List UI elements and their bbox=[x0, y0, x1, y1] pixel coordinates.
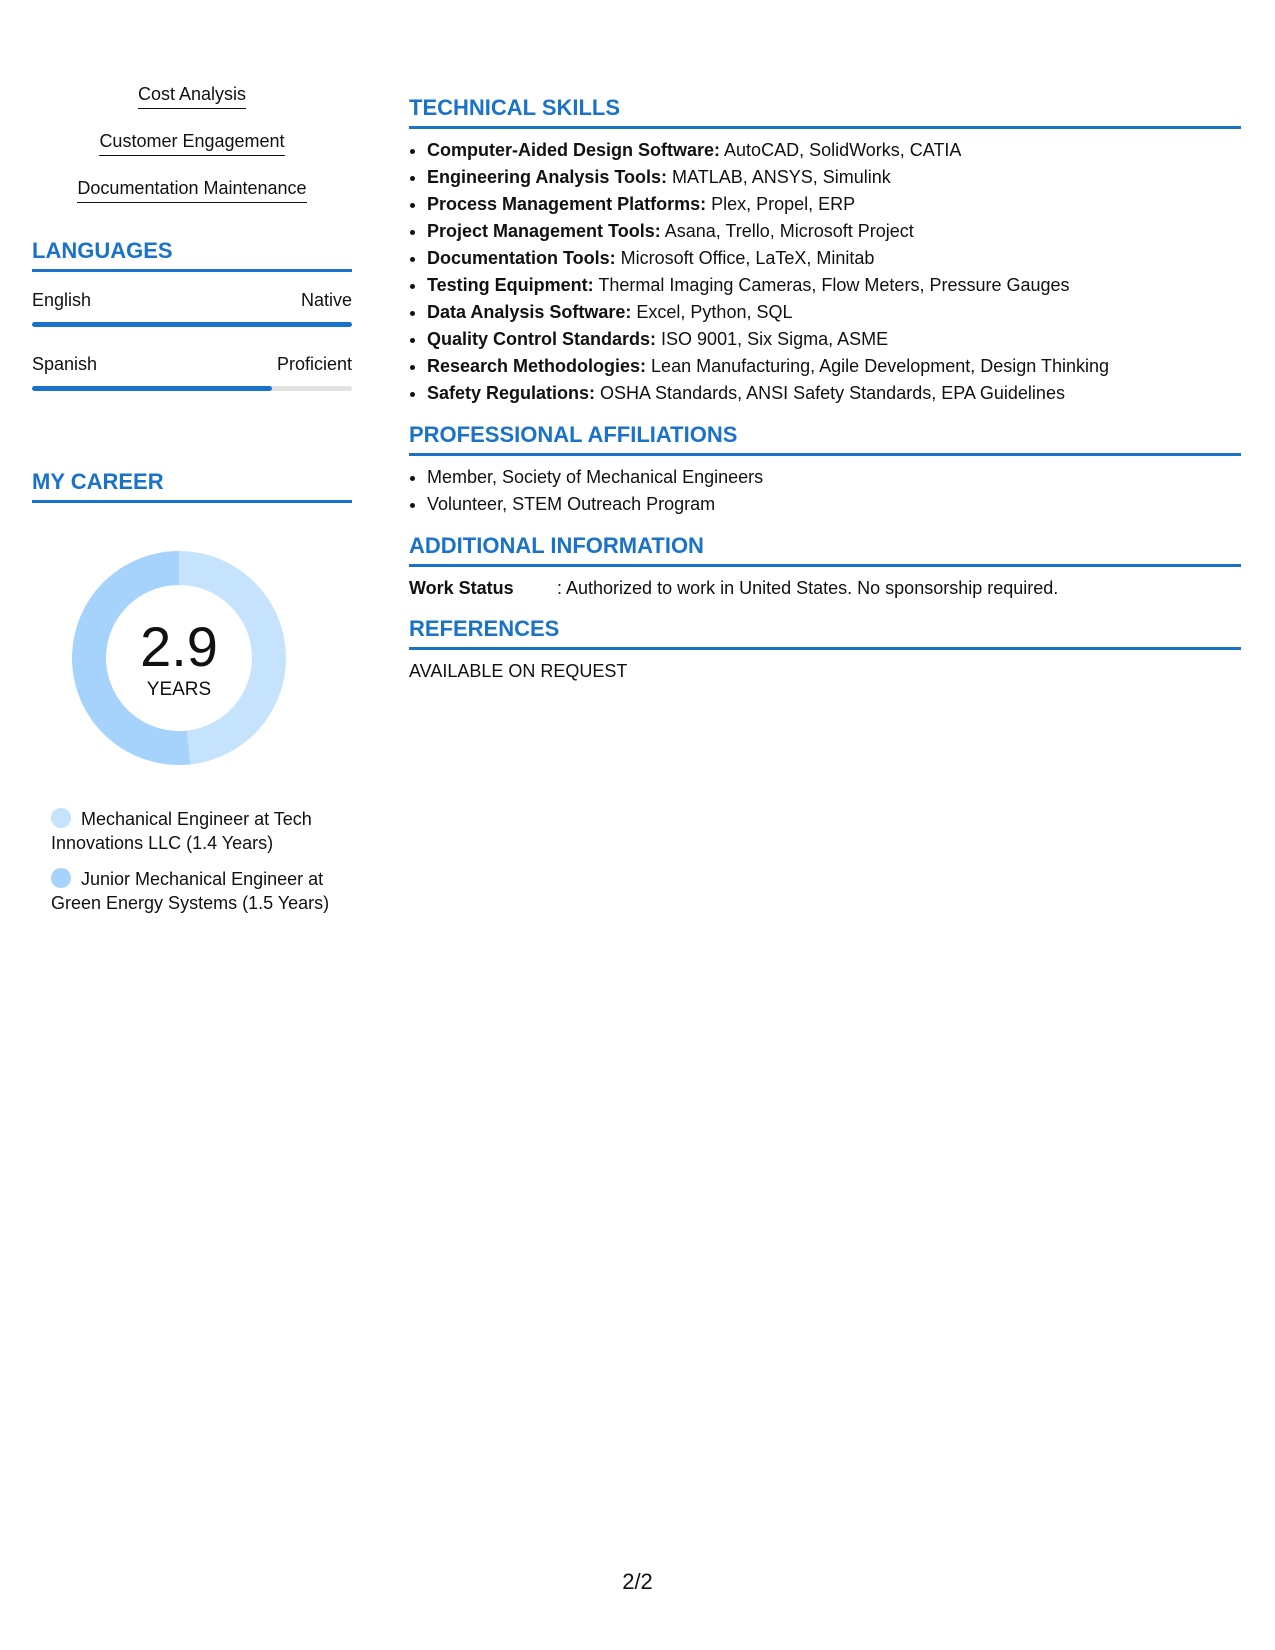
work-status-value: : Authorized to work in United States. No sponsorship required. bbox=[557, 578, 1059, 598]
career-total bbox=[66, 617, 292, 701]
technical-skills-list bbox=[409, 137, 1241, 407]
skill-tag bbox=[32, 176, 352, 203]
list-item: • Volunteer, STEM Outreach Program bbox=[427, 491, 1241, 518]
skill-values: Thermal Imaging Cameras, Flow Meters, Pressure Gauges bbox=[593, 275, 1070, 295]
skill-values: Asana, Trello, Microsoft Project bbox=[660, 221, 914, 241]
right-column bbox=[409, 94, 1241, 698]
career-legend-label: Junior Mechanical Engineer at Green Energy Systems (1.5 Years) bbox=[51, 869, 330, 913]
skill-tag-label: Customer Engagement bbox=[99, 129, 284, 156]
language-row bbox=[32, 352, 352, 400]
skill-category: Data Analysis Software: bbox=[427, 302, 632, 322]
list-item bbox=[427, 299, 1241, 326]
list-item bbox=[427, 380, 1241, 407]
language-name: Spanish bbox=[32, 354, 98, 374]
skill-values: MATLAB, ANSYS, Simulink bbox=[667, 167, 891, 187]
skill-tag-label: Documentation Maintenance bbox=[77, 176, 306, 203]
skill-tag bbox=[32, 82, 352, 109]
language-row bbox=[32, 288, 352, 336]
additional-info-title: ADDITIONAL INFORMATION bbox=[409, 532, 1241, 567]
technical-skills-title: TECHNICAL SKILLS bbox=[409, 94, 1241, 129]
skill-tags bbox=[32, 82, 352, 203]
language-bar-track bbox=[32, 386, 352, 391]
references-text: AVAILABLE ON REQUEST bbox=[409, 661, 628, 681]
skill-values: AutoCAD, SolidWorks, CATIA bbox=[720, 140, 962, 160]
language-bar-fill bbox=[32, 322, 352, 327]
affiliations-list bbox=[409, 464, 1241, 518]
skill-category: Engineering Analysis Tools: bbox=[427, 167, 668, 187]
skill-values: Plex, Propel, ERP bbox=[706, 194, 856, 214]
work-status-row bbox=[409, 575, 1241, 601]
skill-category: Testing Equipment: bbox=[427, 275, 594, 295]
list-item bbox=[427, 353, 1241, 380]
page-number: 2/2 bbox=[622, 1569, 653, 1594]
skill-values: Lean Manufacturing, Agile Development, Design Thinking bbox=[646, 356, 1109, 376]
language-level: Native bbox=[300, 290, 352, 310]
career-legend-item bbox=[51, 867, 331, 915]
affiliations-title: PROFESSIONAL AFFILIATIONS bbox=[409, 421, 1241, 456]
list-item bbox=[427, 326, 1241, 353]
career-total-unit: YEARS bbox=[146, 679, 212, 700]
list-item bbox=[427, 137, 1241, 164]
skill-category: Project Management Tools: bbox=[427, 221, 661, 241]
list-item bbox=[427, 191, 1241, 218]
skill-category: Research Methodologies: bbox=[427, 356, 647, 376]
work-status-label: Work Status bbox=[409, 578, 514, 598]
career-title: MY CAREER bbox=[32, 468, 352, 503]
skill-category: Safety Regulations: bbox=[427, 383, 596, 403]
list-item bbox=[427, 272, 1241, 299]
language-bar-fill bbox=[32, 386, 272, 391]
career-total-value: 2.9 bbox=[140, 615, 218, 678]
list-item: • Member, Society of Mechanical Engineers bbox=[427, 464, 1241, 491]
skill-category: Quality Control Standards: bbox=[427, 329, 657, 349]
list-item bbox=[427, 218, 1241, 245]
skill-tag bbox=[32, 129, 352, 156]
skill-values: Excel, Python, SQL bbox=[631, 302, 793, 322]
list-item bbox=[427, 245, 1241, 272]
affiliations-section bbox=[409, 421, 1241, 518]
language-name: English bbox=[32, 290, 92, 310]
career-legend-item bbox=[51, 807, 331, 855]
left-column bbox=[32, 82, 352, 927]
skill-category: Documentation Tools: bbox=[427, 248, 616, 268]
references-title: REFERENCES bbox=[409, 615, 1241, 650]
career-legend bbox=[32, 807, 331, 915]
list-item bbox=[427, 164, 1241, 191]
legend-dot-icon bbox=[51, 808, 71, 828]
skill-values: ISO 9001, Six Sigma, ASME bbox=[656, 329, 889, 349]
technical-skills-section bbox=[409, 94, 1241, 407]
languages-title: LANGUAGES bbox=[32, 237, 352, 272]
skill-values: OSHA Standards, ANSI Safety Standards, EPA Guidelines bbox=[595, 383, 1065, 403]
skill-category: Process Management Platforms: bbox=[427, 194, 707, 214]
career-donut bbox=[66, 545, 292, 771]
skill-values: Microsoft Office, LaTeX, Minitab bbox=[615, 248, 875, 268]
career-legend-label: Mechanical Engineer at Tech Innovations LLC (1.4 Years) bbox=[51, 809, 312, 853]
skill-tag-label: Cost Analysis bbox=[138, 82, 246, 109]
legend-dot-icon bbox=[51, 868, 71, 888]
language-level: Proficient bbox=[276, 354, 352, 374]
language-bar-track bbox=[32, 322, 352, 327]
skill-category: Computer-Aided Design Software: bbox=[427, 140, 721, 160]
references-section bbox=[409, 615, 1241, 684]
additional-info-section bbox=[409, 532, 1241, 601]
